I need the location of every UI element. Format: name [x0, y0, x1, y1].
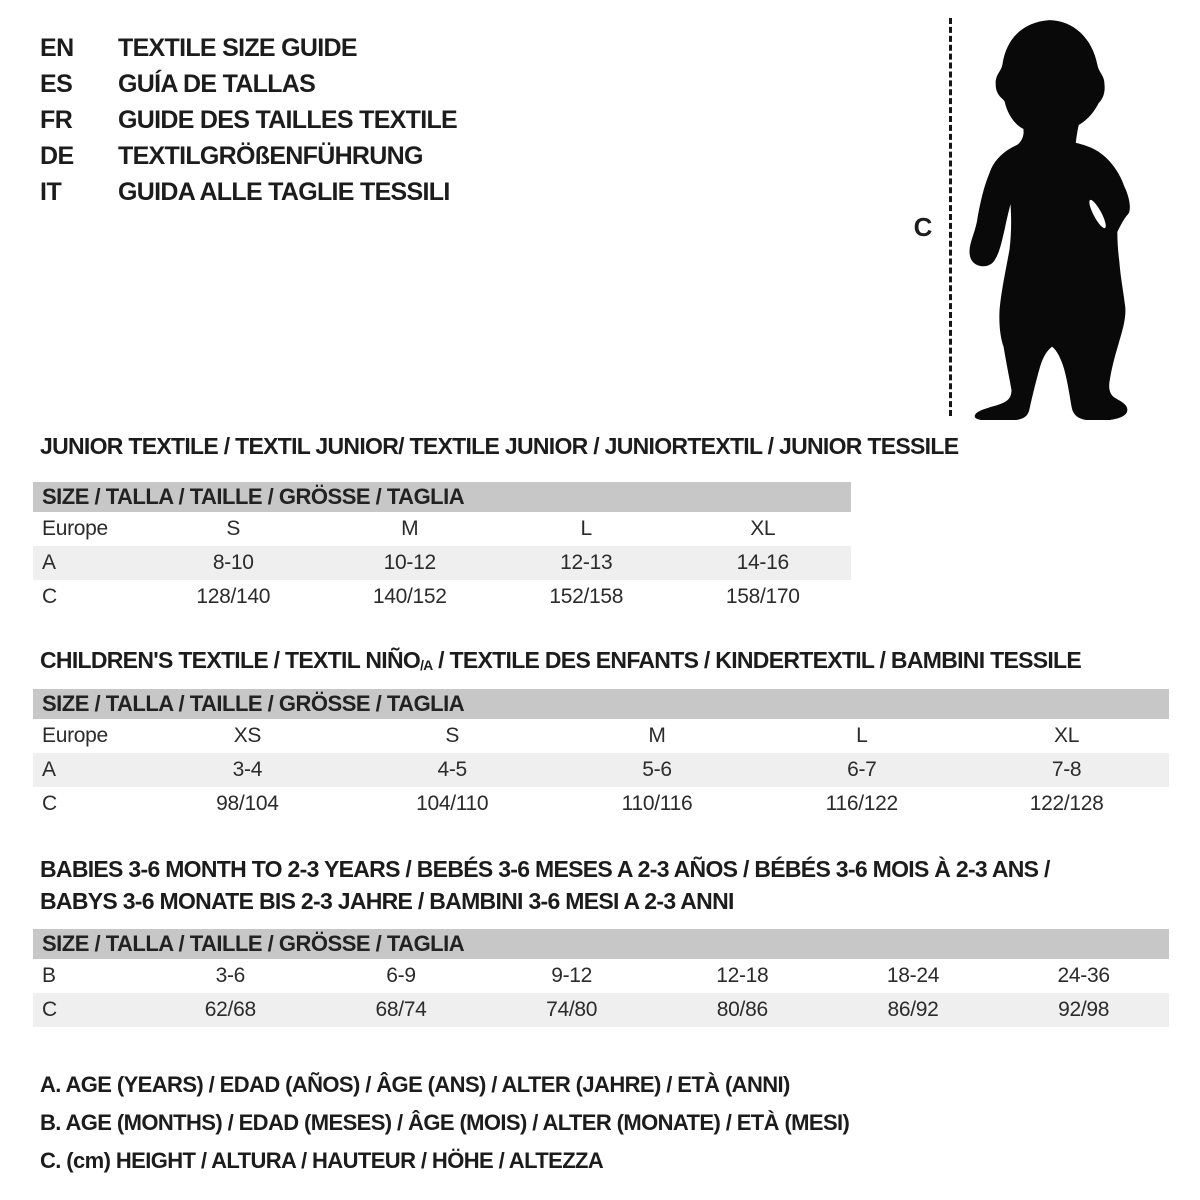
guide-title-it: GUIDA ALLE TAGLIE TESSILI: [118, 177, 450, 206]
row-label: Europe: [42, 724, 108, 747]
row-label: B: [42, 964, 56, 987]
row-label: C: [42, 998, 57, 1021]
table-cell: 110/116: [621, 792, 693, 815]
table-cell: M: [401, 517, 419, 540]
toddler-silhouette-icon: [962, 14, 1150, 420]
table-row-europe: [33, 719, 1169, 753]
table-cell: 14-16: [736, 551, 789, 574]
table-cell: 92/98: [1058, 998, 1110, 1021]
language-code: IT: [40, 177, 62, 206]
table-cell: 9-12: [551, 964, 593, 987]
table-row-europe: [33, 512, 851, 546]
section-title-babies: [40, 853, 1050, 917]
legend-age-years: A. AGE (YEARS) / EDAD (AÑOS) / ÂGE (ANS) / ALTER (JAHRE) / ETÀ (ANNI): [40, 1072, 790, 1097]
table-cell: 10-12: [383, 551, 436, 574]
table-cell: XS: [233, 724, 262, 747]
table-row-height: [33, 580, 851, 614]
language-row-es: [40, 66, 457, 102]
table-cell: 122/128: [1029, 792, 1104, 815]
size-header-bar: SIZE / TALLA / TAILLE / GRÖSSE / TAGLIA: [33, 482, 851, 512]
language-code: DE: [40, 141, 74, 170]
title-line-1: BABIES 3-6 MONTH TO 2-3 YEARS / BEBÉS 3-6 MESES A 2-3 AÑOS / BÉBÉS 3-6 MOIS À 2-3 ANS /: [40, 856, 1050, 882]
title-line-2: BABYS 3-6 MONATE BIS 2-3 JAHRE / BAMBINI 3-6 MESI A 2-3 ANNI: [40, 888, 734, 914]
table-cell: 62/68: [204, 998, 256, 1021]
table-cell: 8-10: [212, 551, 254, 574]
table-cell: 98/104: [216, 792, 279, 815]
language-row-it: [40, 174, 457, 210]
junior-size-table: [33, 482, 851, 614]
table-row-height: [33, 993, 1169, 1027]
table-cell: 3-6: [215, 964, 246, 987]
language-code: ES: [40, 69, 73, 98]
section-title-junior: [40, 430, 958, 468]
table-row-age: [33, 753, 1169, 787]
language-row-fr: [40, 102, 457, 138]
table-cell: L: [856, 724, 868, 747]
section-title-children: [40, 644, 1081, 682]
table-cell: XL: [750, 517, 776, 540]
table-cell: 7-8: [1051, 758, 1082, 781]
row-label: Europe: [42, 517, 108, 540]
table-cell: S: [226, 517, 241, 540]
table-cell: L: [580, 517, 592, 540]
babies-size-table: [33, 929, 1169, 1027]
row-label: A: [42, 758, 56, 781]
table-cell: XL: [1054, 724, 1080, 747]
measurement-legend: [40, 1066, 849, 1180]
row-label: C: [42, 792, 57, 815]
table-cell: 140/152: [372, 585, 447, 608]
language-code: EN: [40, 33, 74, 62]
table-cell: 128/140: [196, 585, 271, 608]
table-cell: 12-13: [560, 551, 613, 574]
language-row-en: [40, 30, 457, 66]
size-header-bar: SIZE / TALLA / TAILLE / GRÖSSE / TAGLIA: [33, 689, 1169, 719]
row-label: C: [42, 585, 57, 608]
title-text: CHILDREN'S TEXTILE / TEXTIL NIÑO: [40, 647, 421, 673]
table-cell: 116/122: [825, 792, 898, 815]
table-cell: S: [445, 724, 460, 747]
legend-age-months: B. AGE (MONTHS) / EDAD (MESES) / ÂGE (MOIS) / ALTER (MONATE) / ETÀ (MESI): [40, 1110, 850, 1135]
guide-title-es: GUÍA DE TALLAS: [118, 69, 316, 98]
table-cell: 12-18: [716, 964, 769, 987]
children-size-table: [33, 689, 1169, 821]
table-cell: 24-36: [1057, 964, 1110, 987]
guide-title-de: TEXTILGRÖßENFÜHRUNG: [118, 141, 423, 170]
table-row-height: [33, 787, 1169, 821]
table-cell: 4-5: [437, 758, 467, 781]
guide-title-fr: GUIDE DES TAILLES TEXTILE: [118, 105, 458, 134]
title-subscript: /A: [420, 658, 433, 673]
language-title-list: [40, 30, 457, 210]
table-cell: 6-9: [386, 964, 416, 987]
table-cell: 74/80: [546, 998, 598, 1021]
table-cell: 152/158: [549, 585, 624, 608]
table-cell: 18-24: [886, 964, 940, 987]
table-cell: 5-6: [642, 758, 672, 781]
title-text: / TEXTILE DES ENFANTS / KINDERTEXTIL / BAMBINI TESSILE: [432, 647, 1082, 673]
size-header-bar: SIZE / TALLA / TAILLE / GRÖSSE / TAGLIA: [33, 929, 1169, 959]
table-row-months: [33, 959, 1169, 993]
table-row-age: [33, 546, 851, 580]
table-cell: 68/74: [375, 998, 427, 1021]
table-cell: M: [648, 724, 666, 747]
language-row-de: [40, 138, 457, 174]
legend-height-cm: C. (cm) HEIGHT / ALTURA / HAUTEUR / HÖHE / ALTEZZA: [40, 1148, 604, 1173]
table-cell: 80/86: [716, 998, 768, 1021]
table-cell: 86/92: [887, 998, 939, 1021]
guide-title-en: TEXTILE SIZE GUIDE: [118, 33, 357, 62]
title-text: JUNIOR TEXTILE / TEXTIL JUNIOR/ TEXTILE JUNIOR / JUNIORTEXTIL / JUNIOR TESSILE: [40, 433, 959, 459]
table-cell: 6-7: [847, 758, 877, 781]
table-cell: 3-4: [232, 758, 263, 781]
height-dashed-line: [949, 18, 952, 416]
language-code: FR: [40, 105, 73, 134]
row-label: A: [42, 551, 56, 574]
table-cell: 104/110: [416, 792, 489, 815]
table-cell: 158/170: [725, 585, 800, 608]
height-measure-label: C: [913, 212, 933, 242]
